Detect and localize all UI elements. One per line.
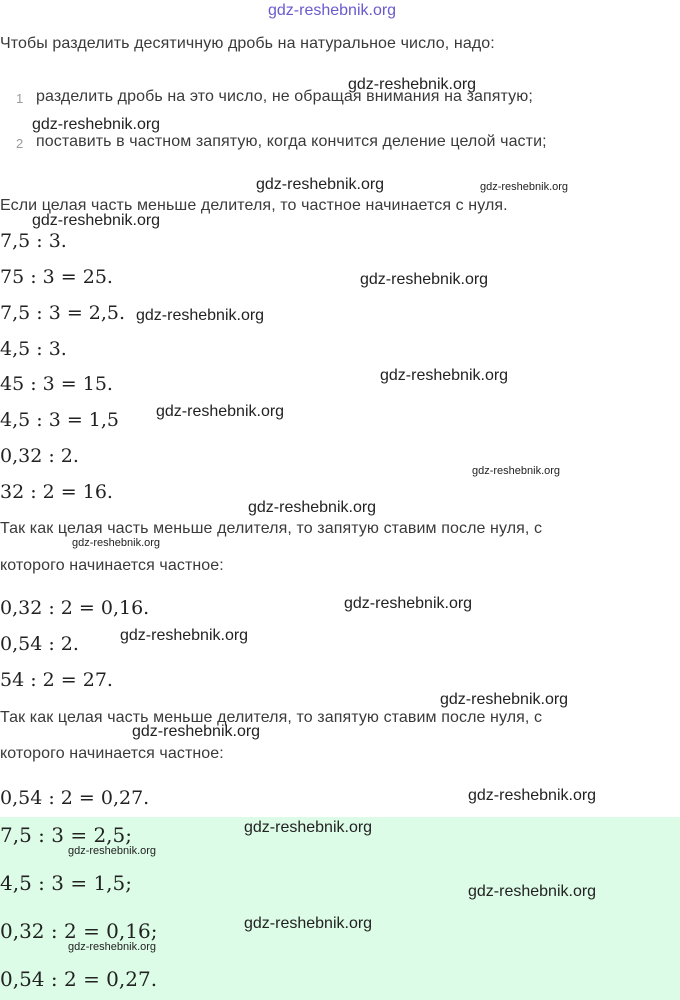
- watermark: gdz-reshebnik.org: [68, 941, 157, 953]
- watermark: gdz-reshebnik.org: [440, 691, 569, 708]
- watermark-top: gdz-reshebnik.org: [268, 2, 397, 19]
- watermark: gdz-reshebnik.org: [348, 76, 477, 93]
- comma-note-line1: Так как целая часть меньше делителя, то запятую ставим после нуля, с: [0, 709, 543, 726]
- note-text: Если целая часть меньше делителя, то частное начинается с нуля.: [0, 197, 508, 214]
- math-line: 7,5 : 3.: [0, 230, 67, 252]
- watermark: gdz-reshebnik.org: [136, 307, 265, 324]
- watermark: gdz-reshebnik.org: [244, 915, 373, 932]
- watermark: gdz-reshebnik.org: [468, 883, 597, 900]
- watermark: gdz-reshebnik.org: [244, 819, 373, 836]
- watermark: gdz-reshebnik.org: [472, 465, 561, 477]
- math-line: 75 : 3 = 25.: [0, 266, 113, 288]
- math-line: 4,5 : 3.: [0, 338, 67, 360]
- comma-note-line2: которого начинается частное:: [0, 557, 224, 574]
- watermark: gdz-reshebnik.org: [360, 271, 489, 288]
- step-number: 1: [16, 91, 24, 106]
- watermark: gdz-reshebnik.org: [32, 212, 161, 229]
- answer-line: 7,5 : 3 = 2,5;: [0, 823, 133, 847]
- comma-note-line2: которого начинается частное:: [0, 745, 224, 762]
- watermark: gdz-reshebnik.org: [468, 787, 597, 804]
- watermark: gdz-reshebnik.org: [248, 499, 377, 516]
- math-line: 7,5 : 3 = 2,5.: [0, 302, 126, 324]
- watermark: gdz-reshebnik.org: [72, 537, 161, 549]
- watermark: gdz-reshebnik.org: [120, 627, 249, 644]
- answer-line: 0,54 : 2 = 0,27.: [0, 967, 158, 991]
- watermark: gdz-reshebnik.org: [156, 403, 285, 420]
- math-line: 0,32 : 2.: [0, 445, 79, 467]
- math-line: 54 : 2 = 27.: [0, 669, 113, 691]
- watermark: gdz-reshebnik.org: [480, 181, 569, 193]
- step-number: 2: [16, 136, 24, 151]
- comma-note-line1: Так как целая часть меньше делителя, то запятую ставим после нуля, с: [0, 520, 543, 537]
- watermark: gdz-reshebnik.org: [132, 723, 261, 740]
- watermark: gdz-reshebnik.org: [256, 176, 385, 193]
- watermark: gdz-reshebnik.org: [344, 595, 473, 612]
- math-line: 0,54 : 2.: [0, 633, 79, 655]
- watermark: gdz-reshebnik.org: [32, 116, 161, 133]
- watermark: gdz-reshebnik.org: [380, 367, 509, 384]
- math-line: 4,5 : 3 = 1,5: [0, 409, 120, 431]
- math-line: 32 : 2 = 16.: [0, 481, 113, 503]
- intro-text: Чтобы разделить десятичную дробь на натуральное число, надо:: [0, 35, 495, 52]
- step-text: поставить в частном запятую, когда кончится деление целой части;: [36, 133, 547, 150]
- math-line: 45 : 3 = 15.: [0, 373, 113, 395]
- step-text: разделить дробь на это число, не обращая внимания на запятую;: [36, 88, 533, 105]
- answer-line: 0,32 : 2 = 0,16;: [0, 919, 158, 943]
- watermark: gdz-reshebnik.org: [68, 845, 157, 857]
- answer-line: 4,5 : 3 = 1,5;: [0, 871, 133, 895]
- math-line: 0,54 : 2 = 0,27.: [0, 787, 150, 809]
- math-line: 0,32 : 2 = 0,16.: [0, 597, 150, 619]
